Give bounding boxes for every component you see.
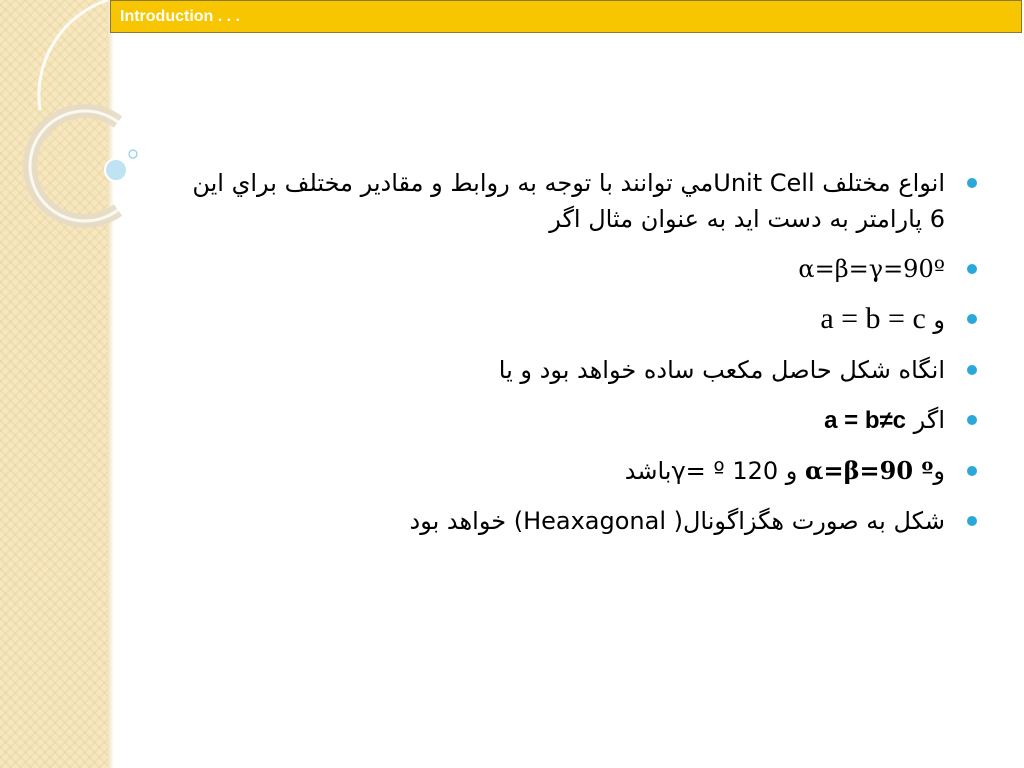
bullet-dot-icon <box>967 264 977 274</box>
hex-angle-formula: α=β=90 º <box>805 456 934 485</box>
bullet-item-equal-sides <box>170 301 985 338</box>
bullet-item-hex-angles <box>170 453 985 489</box>
bullet-dot-icon <box>967 516 977 526</box>
bullet-middle: و <box>778 457 806 485</box>
bullet-item-hexagonal <box>170 503 985 539</box>
bullet-dot-icon <box>967 415 977 425</box>
bullet-item-unit-cell <box>170 165 985 237</box>
side-inequality-formula: a = b≠c <box>824 407 907 434</box>
bullet-list <box>170 165 985 553</box>
slide-title-bar <box>110 0 1022 33</box>
gamma-formula: γ= º 120باشد <box>624 457 779 485</box>
bullet-item-simple-cubic <box>170 352 985 388</box>
bullet-prefix: و <box>933 457 945 485</box>
slide-title: Introduction . . . <box>120 8 240 25</box>
bullet-item-condition <box>170 402 985 439</box>
bullet-prefix: و <box>925 306 945 334</box>
bullet-dot-icon <box>967 314 977 324</box>
bullet-item-angles <box>170 251 985 287</box>
bullet-text: انگاه شكل حاصل مكعب ساده خواهد بود و يا <box>498 356 945 384</box>
bullet-text: شكل به صورت هگزاگونال( Heaxagonal) خواهد بود <box>409 507 945 535</box>
side-formula: a = b = c <box>820 302 926 335</box>
bullet-prefix: اگر <box>906 406 945 434</box>
bullet-dot-icon <box>967 466 977 476</box>
bullet-dot-icon <box>967 178 977 188</box>
angle-formula: α=β=γ=90º <box>798 255 945 283</box>
bullet-text: انواع مختلف Unit Cellمي توانند با توجه به روابط و مقادير مختلف براي اين 6 پارامتر به دست ايد به عنوان مثال اگر <box>192 169 945 233</box>
bullet-dot-icon <box>967 365 977 375</box>
